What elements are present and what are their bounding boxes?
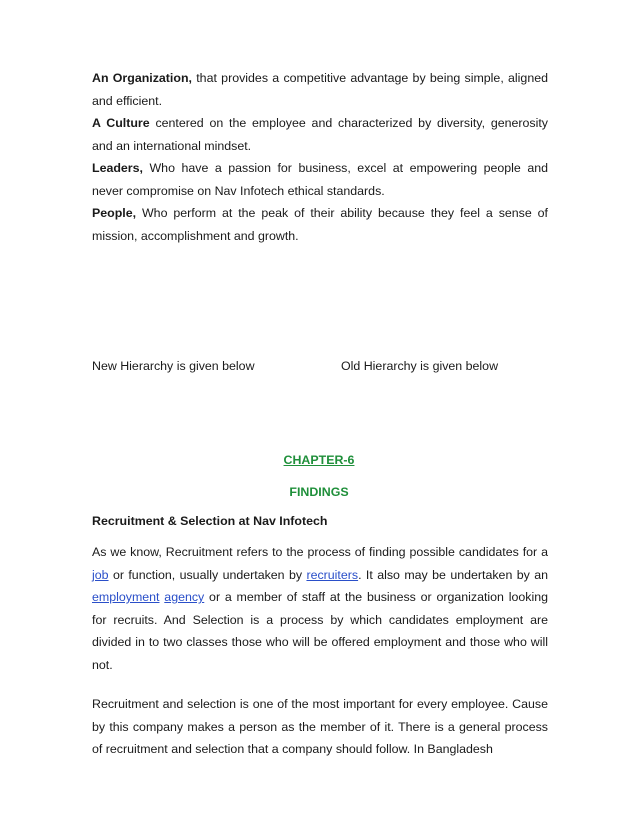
value-people — [92, 206, 548, 243]
value-organization-head: An Organization, — [92, 71, 192, 85]
value-culture — [92, 116, 548, 153]
value-organization — [92, 71, 548, 108]
employment-link[interactable]: employment — [92, 590, 160, 604]
value-leaders-head: Leaders, — [92, 161, 143, 175]
job-link[interactable]: job — [92, 567, 109, 582]
selection-paragraph: Recruitment and selection is one of the most important for every employee. Cause by this company makes a person as the member of it. There is a general process of recruitment and selection that a company should follow. In Bangladesh — [92, 697, 548, 756]
values-list — [92, 67, 548, 247]
chapter-label-wrap — [0, 451, 638, 469]
para1-text-5: or a member of staff at the business or organization looking for recruits. And Selection is a process by which candidates employment are divided in to two classes those who will be offered employment and those who will not. — [92, 590, 548, 672]
value-people-text: Who perform at the peak of their ability because they feel a sense of mission, accomplishment and growth. — [92, 206, 548, 243]
agency-link[interactable]: agency — [164, 590, 205, 604]
new-hierarchy-label: New Hierarchy is given below — [92, 359, 255, 373]
chapter-title: FINDINGS — [289, 485, 349, 499]
value-leaders-text: Who have a passion for business, excel at empowering people and never compromise on Nav Infotech ethical standards. — [92, 161, 548, 198]
value-organization-text: that provides a competitive advantage by being simple, aligned and efficient. — [92, 71, 548, 108]
recruitment-paragraph — [92, 541, 548, 676]
para1-text-3: . It also may be undertaken by an — [358, 567, 548, 582]
hierarchy-row — [92, 355, 552, 377]
value-culture-text: centered on the employee and characterized by diversity, generosity and an international mindset. — [92, 116, 548, 153]
old-hierarchy-label: Old Hierarchy is given below — [341, 359, 499, 373]
section-heading: Recruitment & Selection at Nav Infotech — [92, 514, 328, 528]
value-culture-head: A Culture — [92, 116, 150, 130]
value-leaders — [92, 161, 548, 198]
value-people-head: People, — [92, 206, 137, 220]
recruiters-link[interactable]: recruiters — [306, 567, 359, 582]
para1-text-2: or function, usually undertaken by — [108, 567, 307, 582]
chapter-label: CHAPTER-6 — [283, 453, 355, 467]
para1-text-1: As we know, Recruitment refers to the process of finding possible candidates for a — [92, 545, 548, 559]
